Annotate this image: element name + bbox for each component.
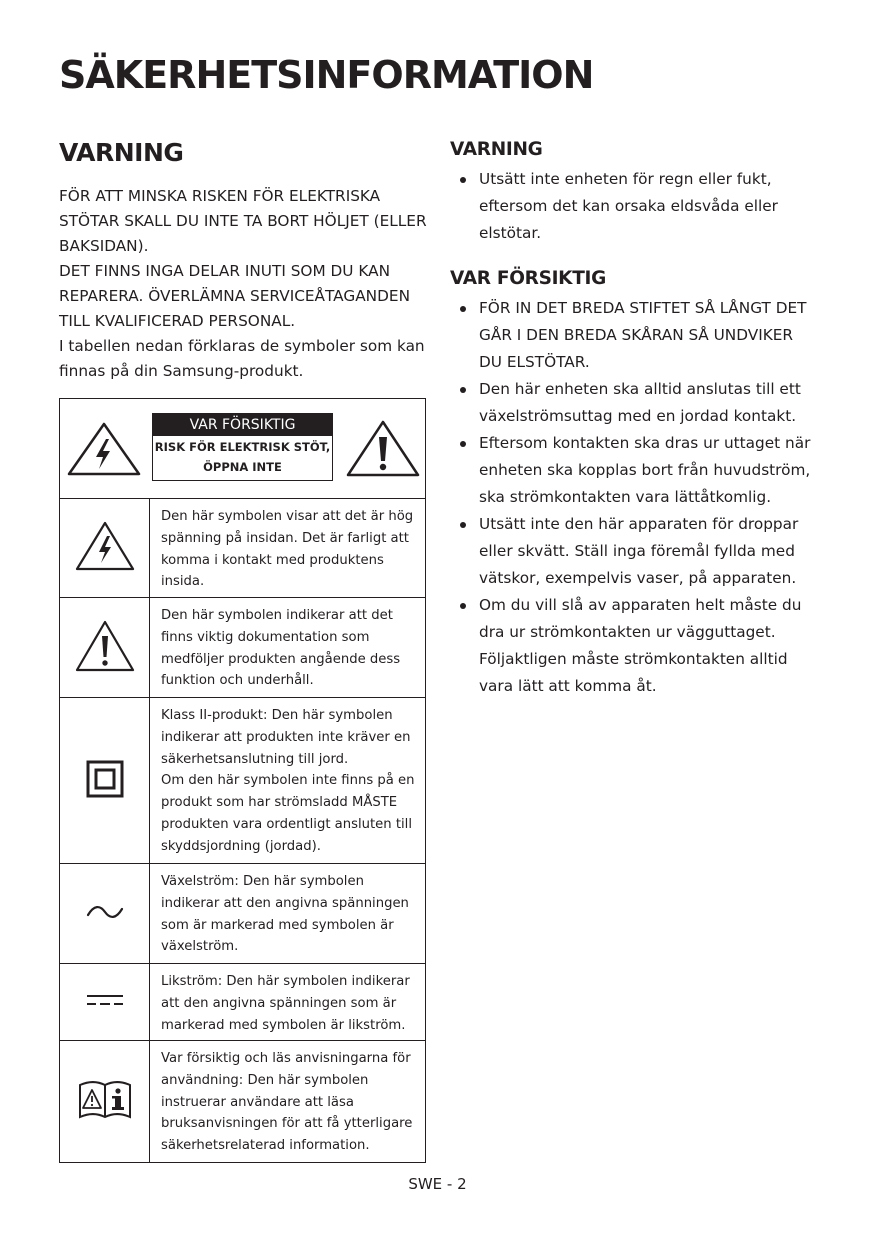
caution-subheading: VAR FÖRSIKTIG [450, 268, 607, 289]
warning-list [450, 166, 820, 247]
list-item: Om du vill slå av apparaten helt måste du dra ur strömkontakten ur vägguttaget. Följaktligen måste strömkontakten alltid vara lätt att komma åt. [450, 592, 820, 700]
symbol-row [60, 1041, 425, 1162]
symbol-row [60, 698, 425, 864]
caution-text [153, 436, 332, 477]
warning-heading: VARNING [59, 138, 184, 167]
exclamation-triangle-icon [74, 619, 136, 677]
symbol-row [60, 598, 425, 698]
ac-wave-icon [85, 902, 125, 926]
caution-text-line: RISK FÖR ELEKTRISK STÖT, [154, 440, 331, 454]
caution-header [60, 399, 425, 499]
list-item: Utsätt inte den här apparaten för droppar eller skvätt. Ställ inga föremål fyllda med vätskor, exempelvis vaser, på apparaten. [450, 511, 820, 592]
caution-label-box [152, 413, 333, 481]
left-column [59, 138, 427, 384]
symbol-description: Var försiktig och läs anvisningarna för användning: Den här symbolen instruerar användare att läsa bruksanvisningen för att få ytterligare säkerhetsrelaterad information. [161, 1051, 413, 1154]
symbol-description: Växelström: Den här symbolen indikerar att den angivna spänningen som är markerad med symbolen är växelström. [161, 874, 409, 955]
high-voltage-triangle-icon [66, 421, 142, 481]
list-item: Den här enheten ska alltid anslutas till ett växelströmsuttag med en jordad kontakt. [450, 376, 820, 430]
intro-paragraph: DET FINNS INGA DELAR INUTI SOM DU KAN REPARERA. ÖVERLÄMNA SERVICEÅTAGANDEN TILL KVALIFICERAD PERSONAL. [59, 262, 411, 330]
caution-list [450, 295, 820, 700]
list-item: Eftersom kontakten ska dras ur uttaget när enheten ska kopplas bort från huvudström, ska strömkontakten vara lättåtkomlig. [450, 430, 820, 511]
list-item: Utsätt inte enheten för regn eller fukt, eftersom det kan orsaka eldsvåda eller elstötar. [450, 166, 820, 247]
symbol-description-line: Klass II-produkt: Den här symbolen indikerar att produkten inte kräver en säkerhetsanslutning till jord. [161, 708, 411, 767]
symbol-description-line: Om den här symbolen inte finns på en produkt som har strömsladd MÅSTE produkten vara ordentligt ansluten till skyddsjordning (jordad). [161, 773, 415, 854]
double-square-icon [86, 760, 124, 802]
page-title: SÄKERHETSINFORMATION [59, 53, 594, 97]
read-manual-icon [77, 1079, 133, 1125]
symbol-row [60, 864, 425, 964]
page-number: SWE - 2 [408, 1175, 467, 1193]
symbol-description: Den här symbolen indikerar att det finns viktig dokumentation som medföljer produkten angående dess funktion och underhåll. [161, 608, 401, 689]
warning-subheading: VARNING [450, 139, 543, 160]
warning-intro [59, 184, 427, 384]
high-voltage-triangle-icon [74, 520, 136, 576]
exclamation-triangle-icon [345, 419, 421, 483]
list-item: FÖR IN DET BREDA STIFTET SÅ LÅNGT DET GÅR I DEN BREDA SKÅRAN SÅ UNDVIKER DU ELSTÖTAR. [450, 295, 820, 376]
symbol-description [150, 698, 425, 863]
symbol-description: Likström: Den här symbolen indikerar att den angivna spänningen som är markerad med symbolen är likström. [161, 974, 410, 1033]
symbol-row [60, 499, 425, 598]
symbol-table [59, 398, 426, 1163]
right-column [450, 138, 820, 700]
symbol-row [60, 964, 425, 1041]
caution-text-line: ÖPPNA INTE [203, 460, 282, 474]
caution-label: VAR FÖRSIKTIG [153, 414, 332, 436]
intro-paragraph: FÖR ATT MINSKA RISKEN FÖR ELEKTRISKA STÖTAR SKALL DU INTE TA BORT HÖLJET (ELLER BAKSIDAN). [59, 187, 427, 255]
intro-paragraph: I tabellen nedan förklaras de symboler som kan finnas på din Samsung-produkt. [59, 337, 425, 380]
symbol-description: Den här symbolen visar att det är hög spänning på insidan. Det är farligt att komma i kontakt med produktens insida. [161, 509, 414, 590]
dc-lines-icon [86, 992, 124, 1012]
